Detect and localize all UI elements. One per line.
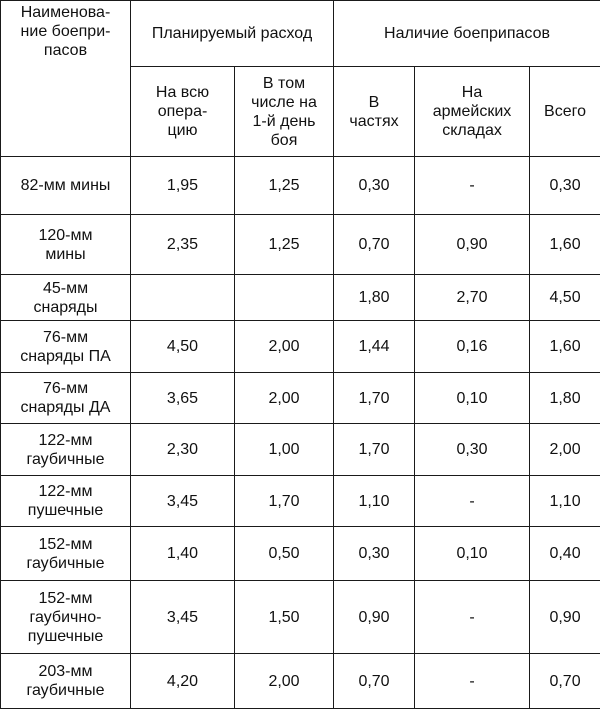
row-plan-first-day: 2,00: [235, 654, 334, 709]
header-name-cell: [1, 1, 131, 157]
header-in-units-cell: [334, 67, 415, 157]
table-row: [1, 654, 600, 709]
row-in-units: 0,70: [334, 215, 415, 275]
row-in-units: 1,44: [334, 321, 415, 373]
header-first-day-cell: [235, 67, 334, 157]
row-plan-first-day: 1,70: [235, 476, 334, 527]
row-plan-first-day: 2,00: [235, 373, 334, 424]
row-name: 152-мм гаубичные: [1, 527, 131, 581]
row-plan-first-day: [235, 275, 334, 321]
row-total: 0,70: [530, 654, 600, 709]
header-in-units: В частях: [349, 94, 398, 130]
row-in-units: 1,70: [334, 424, 415, 476]
row-army-depots: 0,10: [415, 373, 530, 424]
header-first-day: В том числе на 1-й день боя: [251, 75, 317, 149]
row-army-depots: 0,16: [415, 321, 530, 373]
row-plan-total: 3,45: [131, 581, 235, 654]
row-name: 76-мм снаряды ДА: [1, 373, 131, 424]
row-name: 76-мм снаряды ПА: [1, 321, 131, 373]
header-whole-operation: На всю опера- цию: [156, 84, 209, 139]
row-total: 0,30: [530, 157, 600, 215]
row-plan-total: 3,65: [131, 373, 235, 424]
row-in-units: 0,70: [334, 654, 415, 709]
row-total: 0,40: [530, 527, 600, 581]
row-name: 120-мм мины: [1, 215, 131, 275]
row-total: 0,90: [530, 581, 600, 654]
row-army-depots: 0,90: [415, 215, 530, 275]
header-whole-operation-cell: [131, 67, 235, 157]
row-plan-total: 1,40: [131, 527, 235, 581]
row-army-depots: -: [415, 654, 530, 709]
row-plan-total: 4,20: [131, 654, 235, 709]
row-total: 1,10: [530, 476, 600, 527]
header-row-top: [1, 1, 600, 67]
header-planned: Планируемый расход: [152, 25, 312, 42]
header-available-cell: [334, 1, 600, 67]
header-planned-cell: [131, 1, 334, 67]
table-row: [1, 215, 600, 275]
row-in-units: 0,30: [334, 527, 415, 581]
row-plan-first-day: 1,25: [235, 157, 334, 215]
row-name: 122-мм пушечные: [1, 476, 131, 527]
row-in-units: 1,10: [334, 476, 415, 527]
row-plan-total: 2,30: [131, 424, 235, 476]
row-name: 45-мм снаряды: [1, 275, 131, 321]
row-total: 1,80: [530, 373, 600, 424]
header-army-depots-cell: [415, 67, 530, 157]
header-army-depots: На армейских складах: [433, 84, 512, 139]
row-plan-first-day: 1,00: [235, 424, 334, 476]
row-army-depots: 2,70: [415, 275, 530, 321]
table-row: [1, 275, 600, 321]
header-total: Всего: [544, 103, 586, 120]
row-name: 82-мм мины: [1, 157, 131, 215]
table-row: [1, 321, 600, 373]
header-total-cell: [530, 67, 600, 157]
row-plan-total: [131, 275, 235, 321]
row-plan-first-day: 1,50: [235, 581, 334, 654]
row-army-depots: -: [415, 157, 530, 215]
row-name: 203-мм гаубичные: [1, 654, 131, 709]
table-row: [1, 527, 600, 581]
row-in-units: 0,90: [334, 581, 415, 654]
row-plan-total: 1,95: [131, 157, 235, 215]
table-row: [1, 424, 600, 476]
row-army-depots: 0,30: [415, 424, 530, 476]
row-in-units: 1,70: [334, 373, 415, 424]
row-plan-total: 3,45: [131, 476, 235, 527]
table-row: [1, 581, 600, 654]
header-available: Наличие боеприпасов: [384, 25, 550, 42]
header-name: Наименова- ние боепри- пасов: [21, 4, 111, 59]
row-army-depots: -: [415, 581, 530, 654]
row-total: 1,60: [530, 215, 600, 275]
row-in-units: 1,80: [334, 275, 415, 321]
row-in-units: 0,30: [334, 157, 415, 215]
row-total: 4,50: [530, 275, 600, 321]
row-name: 122-мм гаубичные: [1, 424, 131, 476]
table-row: [1, 373, 600, 424]
row-plan-total: 4,50: [131, 321, 235, 373]
row-total: 1,60: [530, 321, 600, 373]
row-plan-first-day: 0,50: [235, 527, 334, 581]
row-army-depots: 0,10: [415, 527, 530, 581]
row-plan-first-day: 2,00: [235, 321, 334, 373]
table-row: [1, 476, 600, 527]
row-plan-total: 2,35: [131, 215, 235, 275]
table-row: [1, 157, 600, 215]
row-total: 2,00: [530, 424, 600, 476]
row-plan-first-day: 1,25: [235, 215, 334, 275]
row-name: 152-мм гаубично- пушечные: [1, 581, 131, 654]
row-army-depots: -: [415, 476, 530, 527]
